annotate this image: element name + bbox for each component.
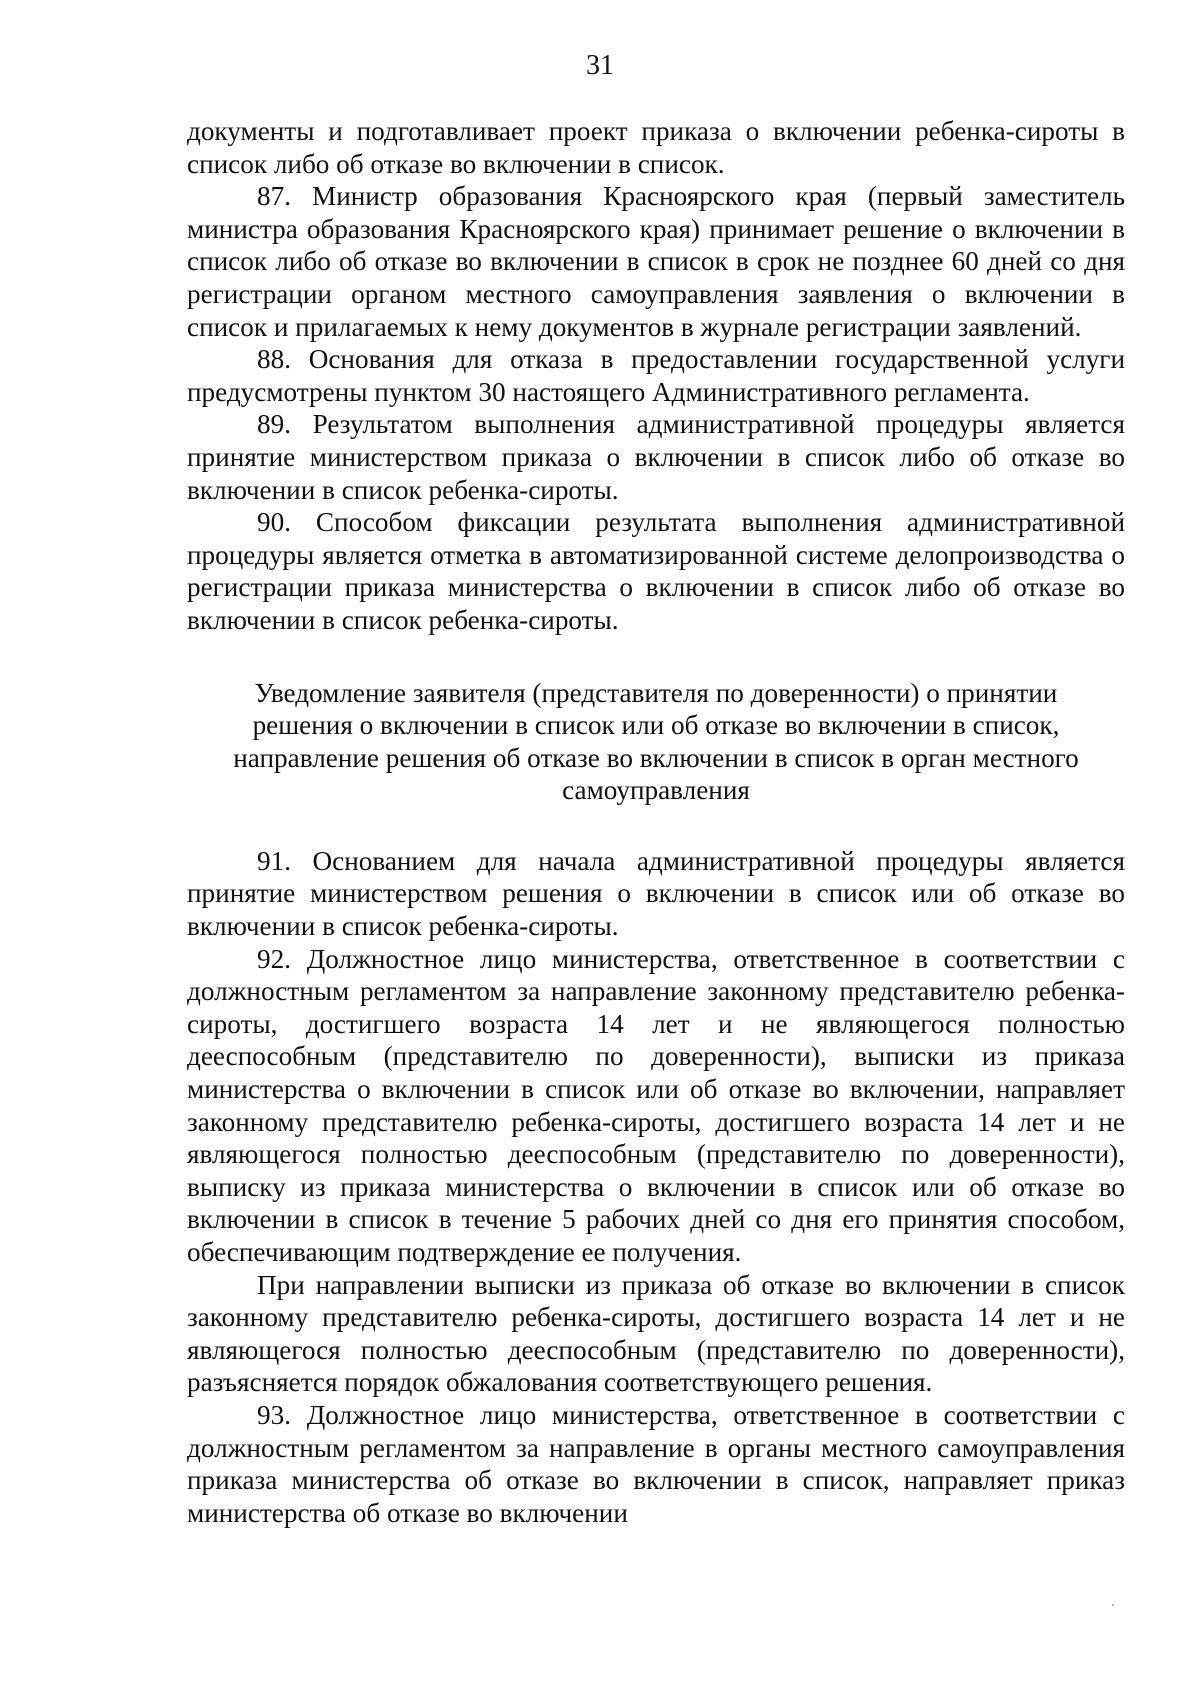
paragraph-93: 93. Должностное лицо министерства, ответственное в соответствии с должностным регламентом за направление в органы местного самоуправления приказа министерства об отказе во включении в список, направляет приказ министерства об отказе во включении — [187, 1399, 1125, 1528]
paragraph-92: 92. Должностное лицо министерства, ответственное в соответствии с должностным регламентом за направление законному представителю ребенка-сироты, достигшего возраста 14 лет и не являющегося полностью дееспособным (представителю по доверенности), выписки из приказа министерства о включении в список или об отказе во включении, направляет законному представителю ребенка-сироты, достигшего возраста 14 лет и не являющегося полностью дееспособным (представителю по доверенности), выписку из приказа министерства о включении в список или об отказе во включении в список в течение 5 рабочих дней со дня его принятия способом, обеспечивающим подтверждение ее получения. — [187, 943, 1125, 1267]
paragraph: документы и подготавливает проект приказа о включении ребенка-сироты в список либо об отказе во включении в список. — [187, 116, 1125, 179]
section-heading-line: самоуправления — [562, 775, 750, 806]
paragraph-89: 89. Результатом выполнения административной процедуры является принятие министерством приказа о включении в список либо об отказе во включении в список ребенка-сироты. — [187, 409, 1125, 505]
scan-speck — [1112, 1604, 1114, 1606]
section-heading-line: решения о включении в список или об отказе во включении в список, — [252, 710, 1060, 741]
paragraph-90: 90. Способом фиксации результата выполнения административной процедуры является отметка в автоматизированной системе делопроизводства о регистрации приказа министерства о включении в список либо об отказе во включении в список ребенка-сироты. — [187, 507, 1125, 635]
page-number: 31 — [586, 50, 614, 81]
paragraph-88: 88. Основания для отказа в предоставлении государственной услуги предусмотрены пунктом 30 настоящего Административного регламента. — [187, 344, 1125, 407]
section-heading-line: направление решения об отказе во включении в список в орган местного — [233, 742, 1079, 773]
paragraph-92-appeal: При направлении выписки из приказа об отказе во включении в список законному представителю ребенка-сироты, достигшего возраста 14 лет и не являющегося полностью дееспособным (представителю по доверенности), разъясняется порядок обжалования соответствующего решения. — [187, 1269, 1125, 1398]
document-body — [187, 115, 1125, 1529]
section-heading — [187, 637, 1125, 845]
paragraph-91: 91. Основанием для начала административной процедуры является принятие министерством решения о включении в список или об отказе во включении в список ребенка-сироты. — [187, 845, 1125, 942]
paragraph-87: 87. Министр образования Красноярского края (первый заместитель министра образования Красноярского края) принимает решение о включении в список либо об отказе во включении в список в срок не позднее 60 дней со дня регистрации органом местного самоуправления заявления о включении в список и прилагаемых к нему документов в журнале регистрации заявлений. — [187, 181, 1125, 342]
section-heading-line: Уведомление заявителя (представителя по доверенности) о принятии — [254, 677, 1058, 708]
